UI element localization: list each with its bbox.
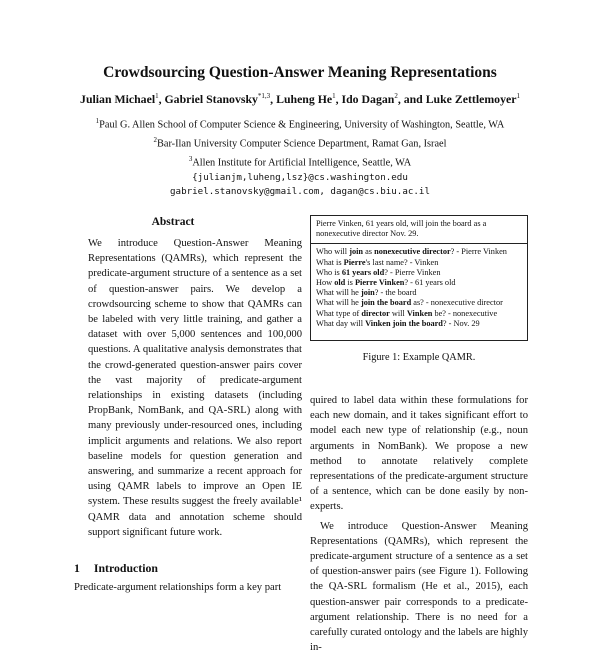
section-number: 1 — [74, 561, 80, 575]
author-sup: *1,3 — [257, 92, 271, 101]
author-sup: 1 — [155, 92, 159, 101]
author-name: Gabriel Stanovsky — [164, 92, 258, 106]
qa-highlight: join — [349, 247, 364, 257]
qa-text: Who will — [316, 247, 350, 257]
affiliation — [0, 152, 600, 171]
author-name: and Luke Zettlemoyer — [403, 92, 517, 106]
qa-pair — [316, 309, 522, 319]
qa-text: ? - the board — [374, 288, 417, 298]
qa-highlight: 61 years old — [341, 267, 385, 277]
qa-text: What day will — [316, 318, 366, 328]
author-sup: 1 — [332, 92, 336, 101]
paragraph: We introduce Question-Answer Meaning Representations (QAMRs), which represent the predicate-argument structure of a sentence as a set of question-answer pairs (see Figure 1). Following the QA-SRL formalism (He et al., 2015), each question-answer pair corresponds to a predicate-argument relationship. There is no need for a carefully curated ontology and the labels are highly in- — [310, 520, 528, 654]
abstract-body: We introduce Question-Answer Meaning Representations (QAMRs), which represent the predicate-argument structure of a sentence as a set of question-answer pairs. We develop a crowdsourcing scheme to show that QAMRs can be labeled with very little training, and gather a dataset with over 5,000 sentences and 100,000 questions. A qualitative analysis demonstrates that the crowd-generated question-answer pairs cover the vast majority of predicate-argument relationships in existing datasets (including PropBank, NomBank, and QA-SRL) along with many previously under-resourced ones, including implicit arguments and relations. We also report baseline models for question generation and answering, and summarize a recent approach for using QAMR labels to improve an Open IE system. These results suggest the freely available¹ QAMR data and annotation scheme should support significant future work. — [88, 238, 302, 538]
qa-highlight: Vinken join the board — [365, 318, 443, 328]
qa-highlight: nonexecutive director — [374, 247, 451, 257]
qa-pair — [316, 288, 522, 298]
affiliation — [0, 114, 600, 133]
qa-highlight: Pierre Vinken — [354, 278, 405, 288]
figure-divider — [311, 243, 527, 244]
affil-text: Paul G. Allen School of Computer Science & Engineering, University of Washington, Seattle, WA — [99, 119, 505, 131]
paragraph: quired to label data within these formulations for each new domain, and it takes significant effort to model each new type of relationship (e.g., noun arguments in NomBank). We propose a new method to annotate relatively complete representations of the predicate-argument structure of a sentence, which can be done easily by non-experts. — [310, 395, 528, 513]
affiliation — [0, 133, 600, 152]
affiliations — [0, 114, 600, 200]
email-line: {julianjm,luheng,lsz}@cs.washington.edu — [192, 171, 408, 183]
qa-text: ? - Pierre Vinken — [384, 267, 441, 277]
author-sup: 2 — [394, 92, 398, 101]
qa-text: will — [389, 308, 407, 318]
section-title: Introduction — [93, 561, 158, 575]
qa-highlight: old — [334, 278, 346, 288]
section-heading — [74, 561, 158, 576]
qa-text: is — [345, 278, 355, 288]
qa-text: What will he — [316, 298, 361, 308]
author-name: Ido Dagan — [341, 92, 395, 106]
qa-text: ? - Nov. 29 — [442, 318, 480, 328]
right-column-body — [310, 393, 528, 655]
author-name: Luheng He — [276, 92, 333, 106]
qa-text: Who is — [316, 267, 342, 277]
qa-highlight: join the board — [360, 298, 412, 308]
intro-body: Predicate-argument relationships form a key part — [74, 582, 282, 593]
affil-text: Bar-Ilan University Computer Science Department, Ramat Gan, Israel — [157, 138, 447, 150]
qa-text: What will he — [316, 288, 361, 298]
qa-text: 's last name? - Vinken — [365, 257, 439, 267]
qa-list — [316, 247, 522, 329]
qa-highlight: Pierre — [343, 257, 366, 267]
author-sup: 1 — [516, 92, 520, 101]
qa-text: ? - 61 years old — [404, 278, 456, 288]
qa-text: ? - Pierre Vinken — [450, 247, 507, 257]
qa-text: as — [363, 247, 375, 257]
qa-pair — [316, 278, 522, 288]
qa-text: be? - nonexecutive — [432, 308, 498, 318]
qa-pair — [316, 298, 522, 308]
affil-sup: 3 — [188, 154, 193, 163]
affil-sup: 1 — [95, 117, 100, 125]
qa-text: What type of — [316, 308, 362, 318]
qa-text: as? - nonexecutive director — [411, 298, 503, 308]
qa-pair — [316, 247, 522, 257]
figure-caption: Figure 1: Example QAMR. — [362, 352, 476, 363]
qa-pair — [316, 268, 522, 278]
qa-highlight: director — [361, 308, 390, 318]
author-name: Julian Michael — [80, 92, 156, 106]
qa-text: How — [316, 278, 335, 288]
author-list: Julian Michael$^1$, Gabriel Stanovsky$^{*1,3}$, Luheng He$^1$, Ido Dagan$^2$, and Luke Zettlemoyer$^1$ — [80, 92, 520, 106]
affil-text: Allen Institute for Artificial Intelligence, Seattle, WA — [192, 157, 412, 169]
email-line: gabriel.stanovsky@gmail.com, dagan@cs.biu.ac.il — [170, 186, 430, 198]
figure-sentence: Pierre Vinken, 61 years old, will join the board as a nonexecutive director Nov. 29. — [316, 219, 487, 239]
qa-pair — [316, 319, 522, 329]
qa-highlight: join — [360, 288, 375, 298]
qa-text: What is — [316, 257, 344, 267]
qa-pair — [316, 258, 522, 268]
qamr-figure — [310, 215, 528, 341]
qa-highlight: Vinken — [406, 308, 433, 318]
paper-title: Crowdsourcing Question-Answer Meaning Representations — [103, 64, 497, 81]
affil-sup: 2 — [153, 135, 158, 144]
abstract-heading: Abstract — [151, 216, 195, 228]
